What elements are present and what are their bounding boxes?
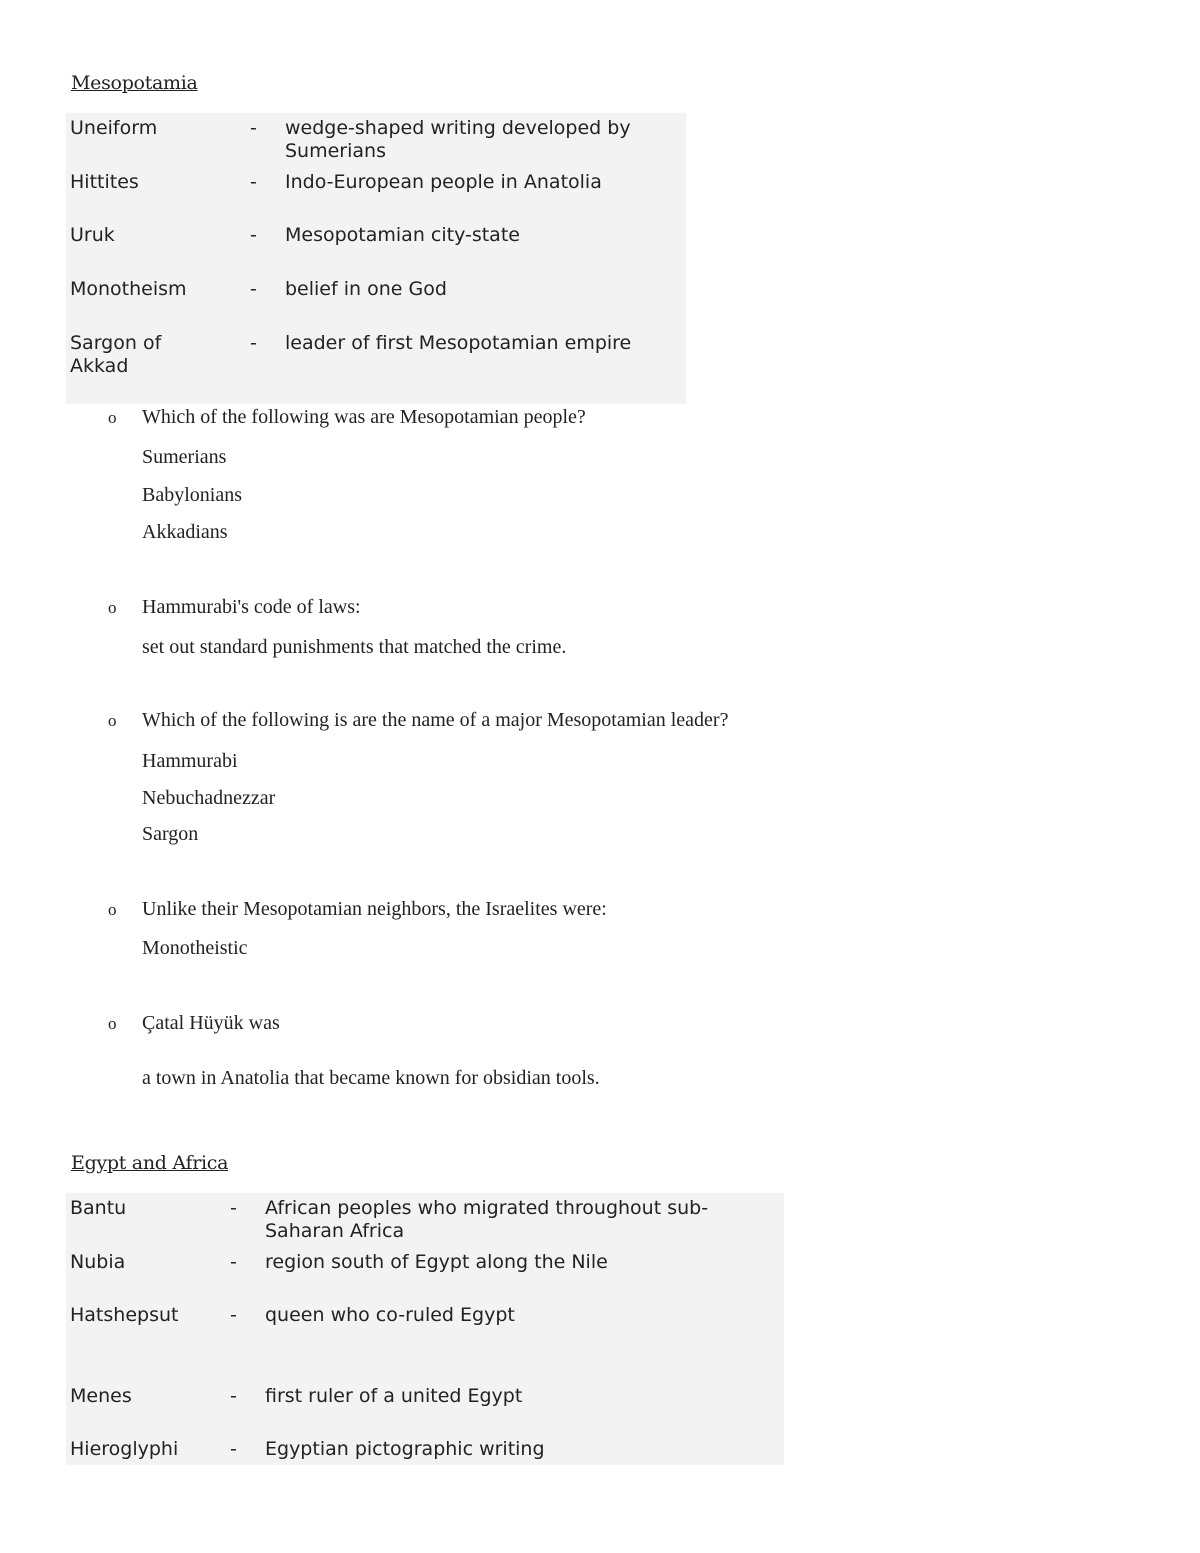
definition: queen who co-ruled Egypt	[265, 1304, 515, 1326]
answer: Monotheistic	[142, 937, 248, 959]
term: Hittites	[70, 171, 139, 193]
answer: Babylonians	[142, 484, 242, 506]
term: Monotheism	[70, 278, 187, 300]
dash: -	[230, 1438, 237, 1460]
dash: -	[250, 278, 257, 300]
term: Menes	[70, 1385, 132, 1407]
question-text: Which of the following was are Mesopotamian people?	[142, 406, 586, 428]
term: Nubia	[70, 1251, 126, 1273]
dash: -	[230, 1251, 237, 1273]
term: Hatshepsut	[70, 1304, 179, 1326]
definition: region south of Egypt along the Nile	[265, 1251, 608, 1273]
bullet-icon: o	[108, 1014, 117, 1033]
answer: Sargon	[142, 823, 199, 845]
term: Bantu	[70, 1197, 127, 1219]
term: Sargon of Akkad	[70, 332, 162, 377]
definition: Indo-European people in Anatolia	[285, 171, 602, 193]
bullet-icon: o	[108, 900, 117, 919]
answer: a town in Anatolia that became known for obsidian tools.	[142, 1067, 600, 1089]
bullet-icon: o	[108, 408, 117, 427]
question-text: Çatal Hüyük was	[142, 1012, 280, 1034]
term: Uneiform	[70, 117, 158, 139]
answer: Nebuchadnezzar	[142, 787, 276, 809]
definition: belief in one God	[285, 278, 447, 300]
dash: -	[230, 1304, 237, 1326]
question-text: Which of the following is are the name of a major Mesopotamian leader?	[142, 709, 729, 731]
dash: -	[230, 1385, 237, 1407]
definition: wedge-shaped writing developed by Sumerians	[285, 117, 631, 162]
definition: African peoples who migrated throughout sub-Saharan Africa	[265, 1197, 709, 1242]
dash: -	[250, 171, 257, 193]
answer: set out standard punishments that matched the crime.	[142, 636, 567, 658]
term: Hieroglyphi	[70, 1438, 179, 1460]
definition: Mesopotamian city-state	[285, 224, 520, 246]
definition: first ruler of a united Egypt	[265, 1385, 523, 1407]
answer: Hammurabi	[142, 750, 238, 772]
answer: Akkadians	[142, 521, 228, 543]
section-heading-mesopotamia: Mesopotamia	[71, 72, 198, 94]
section-heading-egypt: Egypt and Africa	[71, 1152, 229, 1174]
term-table-mesopotamia	[66, 113, 686, 404]
dash: -	[250, 224, 257, 246]
term: Uruk	[70, 224, 115, 246]
dash: -	[250, 332, 257, 354]
definition: leader of first Mesopotamian empire	[285, 332, 632, 354]
definition: Egyptian pictographic writing	[265, 1438, 545, 1460]
dash: -	[250, 117, 257, 139]
question-text: Unlike their Mesopotamian neighbors, the Israelites were:	[142, 898, 607, 920]
question-text: Hammurabi's code of laws:	[142, 596, 361, 618]
term-table-egypt	[66, 1193, 784, 1465]
bullet-icon: o	[108, 711, 117, 730]
bullet-icon: o	[108, 598, 117, 617]
dash: -	[230, 1197, 237, 1219]
answer: Sumerians	[142, 446, 227, 468]
